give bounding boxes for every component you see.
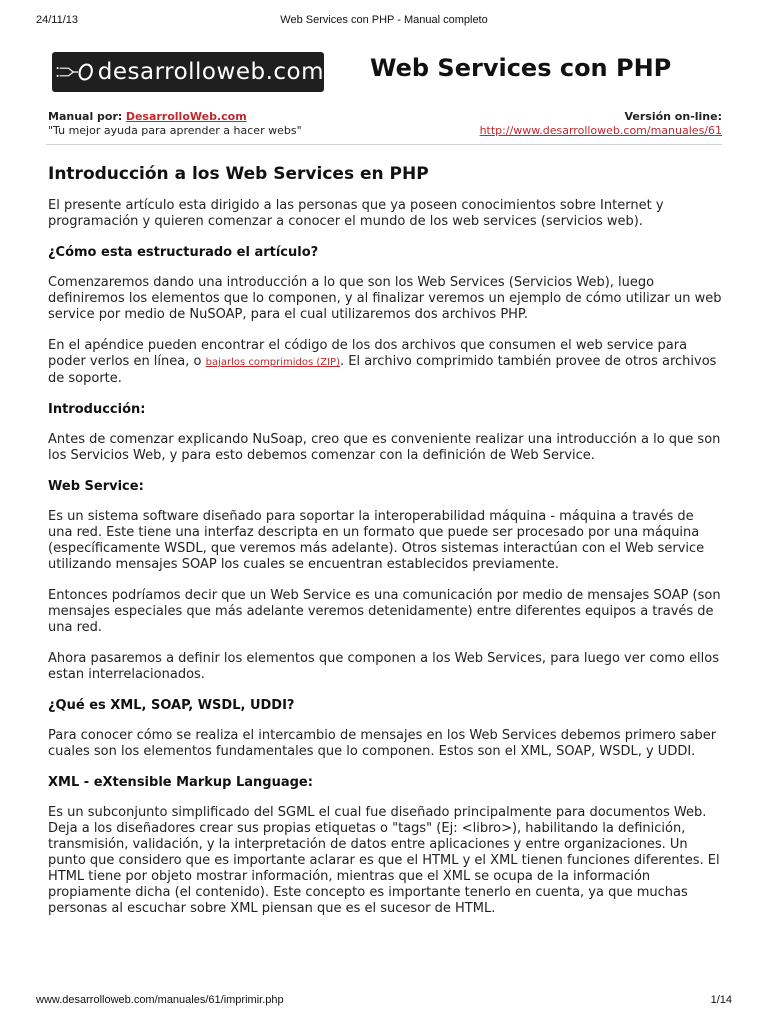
heading-xml-soap-wsdl-uddi: ¿Qué es XML, SOAP, WSDL, UDDI?: [48, 698, 295, 713]
manual-author-block: [48, 110, 302, 138]
heading-introduction: Introducción:: [48, 402, 146, 417]
version-online-block: [480, 110, 722, 138]
article-title: Introducción a los Web Services en PHP: [48, 164, 429, 184]
paragraph-ws-soap: Entonces podríamos decir que un Web Service es una comunicación por medio de mensajes SOAP (son mensajes especiales que más adelante veremos detenidamente) entre diferentes equipos a través de una red.: [48, 588, 721, 635]
article-body: [48, 160, 722, 932]
desarrolloweb-logo: [52, 52, 324, 92]
paragraph-structure: Comenzaremos dando una introducción a lo que son los Web Services (Servicios Web), luego definiremos los elementos que lo componen, y al finalizar veremos un ejemplo de cómo utilizar un web service por medio de NuSOAP, para el cual utilizaremos dos archivos PHP.: [48, 275, 722, 322]
version-url-link[interactable]: http://www.desarrolloweb.com/manuales/61: [479, 124, 722, 137]
manual-tagline: "Tu mejor ayuda para aprender a hacer webs": [48, 124, 302, 137]
version-label: Versión on-line:: [624, 110, 722, 123]
print-url: www.desarrolloweb.com/manuales/61/imprimir.php: [36, 994, 284, 1006]
logo-text: desarrolloweb.com: [97, 59, 324, 85]
appendix-text-after: . El archivo comprimido también provee de otros archivos de soporte.: [48, 354, 717, 386]
paragraph-xml: Es un subconjunto simplificado del SGML el cual fue diseñado principalmente para documentos Web. Deja a los diseñadores crear sus propias etiquetas o "tags" (Ej: <libro>), habilitando la definición, transmisión, validación, y la interpretación de datos entre aplicaciones y entre organizaciones. Un punto que considero que es importante aclarar es que el HTML y el XML tienen funciones diferentes. El HTML tiene por objeto mostrar información, mientras que el XML se ocupa de la información propiamente dicha (el contenido). Este concepto es importante tenerlo en cuenta, ya que muchas personas al escuchar sobre XML piensan que es el sucesor de HTML.: [48, 805, 720, 916]
manual-label: Manual por:: [48, 110, 123, 123]
heading-web-service: Web Service:: [48, 479, 144, 494]
logo-mark-icon: [52, 52, 96, 92]
paragraph-nusoap: Antes de comenzar explicando NuSoap, creo que es conveniente realizar una introducción a lo que son los Servicios Web, y para esto debemos comenzar con la definición de Web Service.: [48, 432, 721, 463]
document-title: Web Services con PHP: [370, 54, 672, 82]
header-divider: [46, 144, 722, 145]
heading-structure: ¿Cómo esta estructurado el artículo?: [48, 245, 319, 260]
manual-site-link[interactable]: DesarrolloWeb.com: [125, 110, 247, 123]
print-footer: [36, 994, 732, 1010]
heading-xml: XML - eXtensible Markup Language:: [48, 775, 313, 790]
manual-meta: [48, 110, 722, 140]
paragraph-intro: El presente artículo esta dirigido a las personas que ya poseen conocimientos sobre Internet y programación y quieren comenzar a conocer el mundo de los web services (servicios web).: [48, 198, 664, 229]
print-title: Web Services con PHP - Manual completo: [280, 14, 488, 26]
page-number: 1/14: [710, 994, 732, 1006]
paragraph-ws-elements: Ahora pasaremos a definir los elementos que componen a los Web Services, para luego ver como ellos estan interrelacionados.: [48, 651, 720, 682]
paragraph-elements: Para conocer cómo se realiza el intercambio de mensajes en los Web Services debemos primero saber cuales son los elementos fundamentales que lo componen. Estos son el XML, SOAP, WSDL, y UDDI.: [48, 728, 717, 759]
appendix-text-before: En el apéndice pueden encontrar el código de los dos archivos que consumen el web service para poder verlos en línea, o: [48, 338, 688, 369]
paragraph-ws-definition: Es un sistema software diseñado para soportar la interoperabilidad máquina - máquina a través de una red. Este tiene una interfaz descripta en un formato que puede ser procesado por una máquina (específicamente WSDL, que veremos más adelante). Otros sistemas interactúan con el Web service utilizando mensajes SOAP los cuales se encuentran establecidos previamente.: [48, 509, 705, 572]
print-header: [36, 14, 732, 30]
zip-download-link[interactable]: bajarlos comprimidos (ZIP): [205, 357, 340, 368]
paragraph-appendix: [48, 338, 722, 387]
print-date: 24/11/13: [36, 14, 79, 26]
